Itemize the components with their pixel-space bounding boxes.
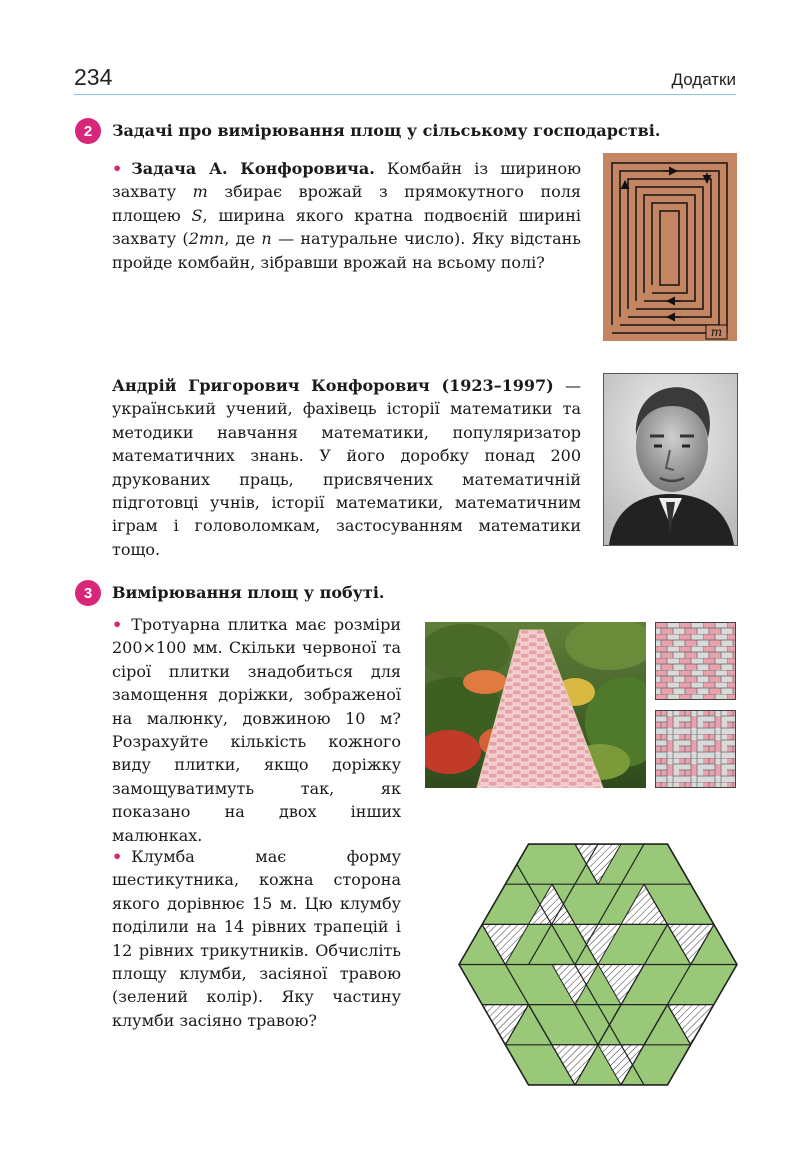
section-number-badge: 2 xyxy=(75,118,101,144)
combine-path-diagram xyxy=(603,153,737,341)
header-divider xyxy=(74,94,736,95)
hexagon-flowerbed-diagram xyxy=(458,843,739,1086)
biography-description: — український учений, фахівець історії математики та методики навчання математики, популяризатор математичних знань. У його доробку понад 200 друкованих праць, присвячених математичній підготовці учнів, історії математики, математичним іграм і головоломкам, застосуванням математики тощо. xyxy=(112,376,581,559)
section-heading: Задачі про вимірювання площ у сільському господарстві. xyxy=(112,121,661,140)
section-number-badge: 3 xyxy=(75,580,101,606)
tile-pattern-1 xyxy=(655,622,736,700)
garden-path-photo xyxy=(425,622,646,788)
problem-title: Задача А. Конфоровича. xyxy=(131,159,375,178)
section-title: Додатки xyxy=(671,70,736,89)
bullet: • xyxy=(112,615,123,634)
bullet: • xyxy=(112,847,123,866)
biography-text xyxy=(112,374,581,561)
problem-text: , ширина якого кратна подвоєній ширині захвату ( xyxy=(112,205,581,249)
page-number: 234 xyxy=(74,64,113,90)
width-label: m xyxy=(710,325,723,339)
variable-n: n xyxy=(261,229,272,249)
problem-text: , де xyxy=(224,229,262,249)
tile-pattern-2 xyxy=(655,710,736,788)
problem-text: Клумба має форму шестикутника, кожна сторона якого дорівнює 15 м. Цю клумбу поділили на 14 рівних трапецій і 12 рівних трикутників. Обчисліть площу клумби, засіяної травою (зелений колір). Яку частину клумби засіяно травою? xyxy=(112,847,401,1030)
problem-tiles xyxy=(112,613,401,847)
portrait-photo xyxy=(603,373,738,546)
problem-text: збирає врожай з прямокутного поля площею xyxy=(112,182,582,225)
field-background xyxy=(603,153,737,341)
biography-name: Андрій Григорович Конфорович (1923–1997) xyxy=(112,376,554,395)
variable-m: m xyxy=(192,182,208,202)
problem-flowerbed xyxy=(112,845,401,1032)
variable-s: S xyxy=(191,205,203,225)
problem-konforovych xyxy=(112,157,581,274)
bullet: • xyxy=(112,159,123,178)
section-heading: Вимірювання площ у побуті. xyxy=(112,583,385,602)
problem-text: Тротуарна плитка має розміри 200×100 мм. Скільки червоної та сірої плитки знадобиться для замощення доріжки, зображеної на малюнку, довжиною 10 м? Розрахуйте кількість кожного виду плитки, якщо доріжку замощуватимуть так, як показано на двох інших малюнках. xyxy=(112,615,401,845)
problem-text: — натуральне число). Яку відстань пройде комбайн, зібравши врожай на всьому полі? xyxy=(112,229,582,272)
problem-text: Комбайн із шириною захвату xyxy=(112,159,582,202)
expression-2mn: 2mn xyxy=(188,229,225,249)
